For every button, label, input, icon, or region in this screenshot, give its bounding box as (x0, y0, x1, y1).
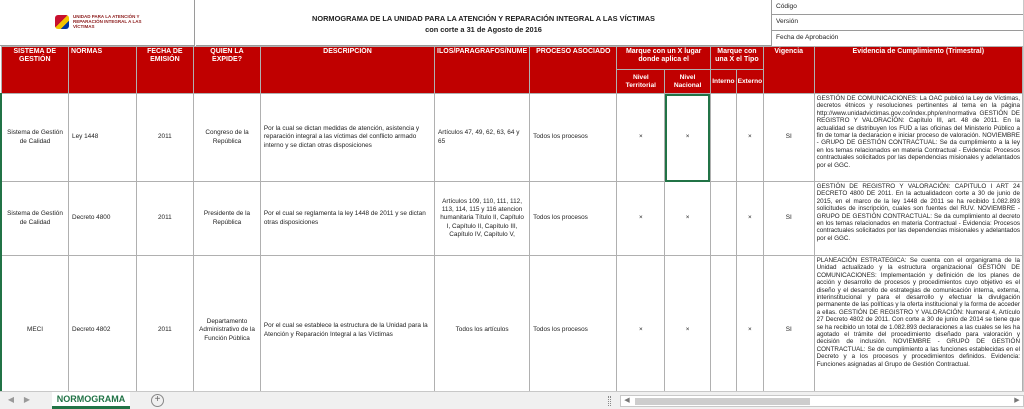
meta-label: Código (776, 3, 797, 10)
cell-articulos[interactable]: Artículos 47, 49, 62, 63, 64 y 65 (435, 94, 530, 182)
cell-proceso[interactable]: Todos los procesos (530, 182, 617, 256)
cell-interno[interactable] (710, 256, 736, 392)
table-row (1, 94, 1023, 182)
cell-vigencia[interactable]: SI (763, 94, 814, 182)
meta-label: Fecha de Aprobación (776, 33, 839, 41)
logo-cell[interactable] (0, 0, 195, 46)
scroll-left-icon[interactable]: ◀ (624, 397, 630, 404)
col-header-externo[interactable]: Externo (736, 70, 763, 94)
page-subtitle: con corte a 31 de Agosto de 2016 (425, 25, 542, 34)
cell-quien[interactable]: Departamento Administrativo de la Función Pública (194, 256, 261, 392)
cell-fecha[interactable]: 2011 (136, 182, 194, 256)
col-header-vigencia[interactable]: Vigencia (763, 47, 814, 94)
add-sheet-icon[interactable]: + (151, 394, 164, 407)
cell-evidencia[interactable]: GESTIÓN DE COMUNICACIONES: La OAC publicó la Ley de Víctimas, decretos étnicos y resoluciones pertinentes al tema en la página http://www.unidadvictimas.gov.co/index.php/en/normativa GESTIÓN DE REGISTRO Y VALORACIÓN: Capítulo III, art. 48 de 2011. En la actualidad se distribuyen los FUD a las oficinas del Ministerio Público a fin de tomar la declaracion e iniciar proceso de valoración. NOVIEMBRE - GRUPO DE GESTIÓN CONTRACTUAL: Se da cumplimiento a la ley en los temas relacionados en materia Contractual - Evidencia: Procesos contractuales solicitados por las dependencias misionales y adelantados por el GGC. (814, 94, 1022, 182)
table-row (1, 182, 1023, 256)
logo-text: UNIDAD PARA LA ATENCIÓN Y REPARACIÓN INTEGRAL A LAS VÍCTIMAS (73, 14, 142, 29)
cell-territorial[interactable]: × (617, 94, 665, 182)
document-meta (771, 0, 1024, 46)
cell-descripcion[interactable]: Por el cual se establece la estructura de la Unidad para la Atención y Reparación Integral a las Víctimas (260, 256, 434, 392)
unidad-logo (55, 14, 151, 29)
cell-evidencia[interactable]: GESTIÓN DE REGISTRO Y VALORACIÓN: CAPITULO I ART 24 DECRETO 4800 DE 2011. En la actualidadcon corte a 30 de junio de 2015, en el marco de la ley 1448 de 2011 se ha recibido 1.082.893 solicitudes de inscripción, cuales son fuentes del RUV. NOVIEMBRE - GRUPO DE GESTIÓN CONTRACTUAL: Se da cumplimiento al decreto en los temas relacionados en materia Contractual - Evidencia: Procesos contractuales solicitados por las dependencias misionales y adelantados por el GGC. (814, 182, 1022, 256)
normograma-table (0, 46, 1023, 391)
cell-sistema[interactable]: Sistema de Gestión de Calidad (1, 182, 69, 256)
cell-norma[interactable]: Decreto 4802 (69, 256, 137, 392)
cell-externo[interactable]: × (736, 182, 763, 256)
col-header-descripcion[interactable]: DESCRIPCIÓN (260, 47, 434, 94)
col-header-fecha[interactable]: FECHA DE EMISIÓN (136, 47, 194, 94)
cell-proceso[interactable]: Todos los procesos (530, 94, 617, 182)
tab-splitter-handle[interactable] (608, 396, 611, 406)
meta-version-row[interactable] (772, 15, 1024, 30)
cell-interno[interactable] (710, 94, 736, 182)
page-title: NORMOGRAMA DE LA UNIDAD PARA LA ATENCIÓN Y REPARACIÓN INTEGRAL A LAS VÍCTIMAS (312, 14, 655, 23)
cell-norma[interactable]: Decreto 4800 (69, 182, 137, 256)
col-header-tipo[interactable]: Marque con una X el Tipo (710, 47, 763, 70)
cell-quien[interactable]: Presidente de la República (194, 182, 261, 256)
title-cell[interactable] (196, 0, 771, 46)
cell-vigencia[interactable]: SI (763, 256, 814, 392)
col-header-lugar[interactable]: Marque con un X lugar donde aplica el (617, 47, 710, 70)
table-row (1, 256, 1023, 392)
col-header-evidencia[interactable]: Evidencia de Cumplimiento (Trimestral) (814, 47, 1022, 94)
cell-territorial[interactable]: × (617, 256, 665, 392)
scroll-thumb[interactable] (635, 398, 810, 405)
cell-sistema[interactable]: MECI (1, 256, 69, 392)
cell-nacional[interactable]: × (665, 182, 711, 256)
horizontal-scrollbar[interactable] (620, 395, 1024, 407)
cell-territorial[interactable]: × (617, 182, 665, 256)
col-header-quien[interactable]: QUIEN LA EXPIDE? (194, 47, 261, 94)
meta-label: Versión (776, 18, 798, 26)
cell-nacional[interactable]: × (665, 256, 711, 392)
cell-norma[interactable]: Ley 1448 (69, 94, 137, 182)
cell-vigencia[interactable]: SI (763, 182, 814, 256)
cell-proceso[interactable]: Todos los procesos (530, 256, 617, 392)
cell-evidencia[interactable]: PLANEACIÓN ESTRATEGICA: Se cuenta con el organigrama de la Unidad actualizado y la estructura organizacional GESTIÓN DE COMUNICACIONES: Implementación y definición de los planes de acción y desarrollo de procesos y procedimientos cuyo objetivo es el diseño y el desarrollo de estrategias de comunicación interna, externa, interinstitucional y para el desarrollo y efectuar la divulgación permanente de las políticas y la oferta institucional y la forma de acceder a ellas. GESTIÓN DE REGISTRO Y VALORACIÓN: Numeral 4, Artículo 27 Decreto 4802 de 2011. Con corte a 30 de junio de 2014 se tiene que se ha recibido un total de 1.082.893 declaraciones a las cuales se les ha agotado el trámite del procedimiento diseñado para valoración y decisión de inclusión. NOVIEMBRE - GRUPO DE GESTIÓN CONTRACTUAL: Se de cumplimiento a las funciones establecidas en el Decreto y a los procesos y procedimientos definidos. Evidencia: Funciones asignadas al Grupo de Gestión Contractual. (814, 256, 1022, 392)
col-header-nacional[interactable]: Nivel Nacional (665, 70, 711, 94)
cell-descripcion[interactable]: Por el cual se reglamenta la ley 1448 de 2011 y se dictan otras disposiciones (260, 182, 434, 256)
cell-externo[interactable]: × (736, 256, 763, 392)
cell-interno[interactable] (710, 182, 736, 256)
col-header-sistema[interactable]: SISTEMA DE GESTIÓN (1, 47, 69, 94)
cell-nacional-selected[interactable]: × (665, 94, 711, 182)
cell-descripcion[interactable]: Por la cual se dictan medidas de atención, asistencia y reparación integral a las víctimas del conflicto armado interno y se dictan otras disposiciones (260, 94, 434, 182)
sheet-tab-bar (0, 391, 1024, 409)
scroll-right-icon[interactable]: ▶ (1014, 397, 1020, 404)
cell-articulos[interactable]: Artículos 109, 110, 111, 112, 113, 114, 115 y 116 atencion humanitaria Título II, Capítulo I, Capítulo II, Capítulo III, Capítulo IV, Capítulo V, (435, 182, 530, 256)
col-header-articulos[interactable]: ILOS/PARAGRAFOS/NUME (435, 47, 530, 94)
cell-externo[interactable]: × (736, 94, 763, 182)
cell-fecha[interactable]: 2011 (136, 94, 194, 182)
next-sheet-icon[interactable]: ▶ (23, 395, 31, 404)
col-header-territorial[interactable]: Nivel Territorial (617, 70, 665, 94)
meta-fecha-row[interactable] (772, 31, 1024, 46)
cell-sistema[interactable]: Sistema de Gestión de Calidad (1, 94, 69, 182)
sheet-header-block (0, 0, 1024, 46)
cell-fecha[interactable]: 2011 (136, 256, 194, 392)
col-header-proceso[interactable]: PROCESO ASOCIADO (530, 47, 617, 94)
sheet-tab-normograma[interactable]: NORMOGRAMA (52, 392, 130, 409)
cell-quien[interactable]: Congreso de la República (194, 94, 261, 182)
prev-sheet-icon[interactable]: ◀ (7, 395, 15, 404)
col-header-interno[interactable]: Interno (710, 70, 736, 94)
meta-codigo-row[interactable] (772, 0, 1024, 15)
flag-emblem-icon (55, 15, 69, 29)
col-header-normas[interactable]: NORMAS (69, 47, 137, 94)
cell-articulos[interactable]: Todos los artículos (435, 256, 530, 392)
